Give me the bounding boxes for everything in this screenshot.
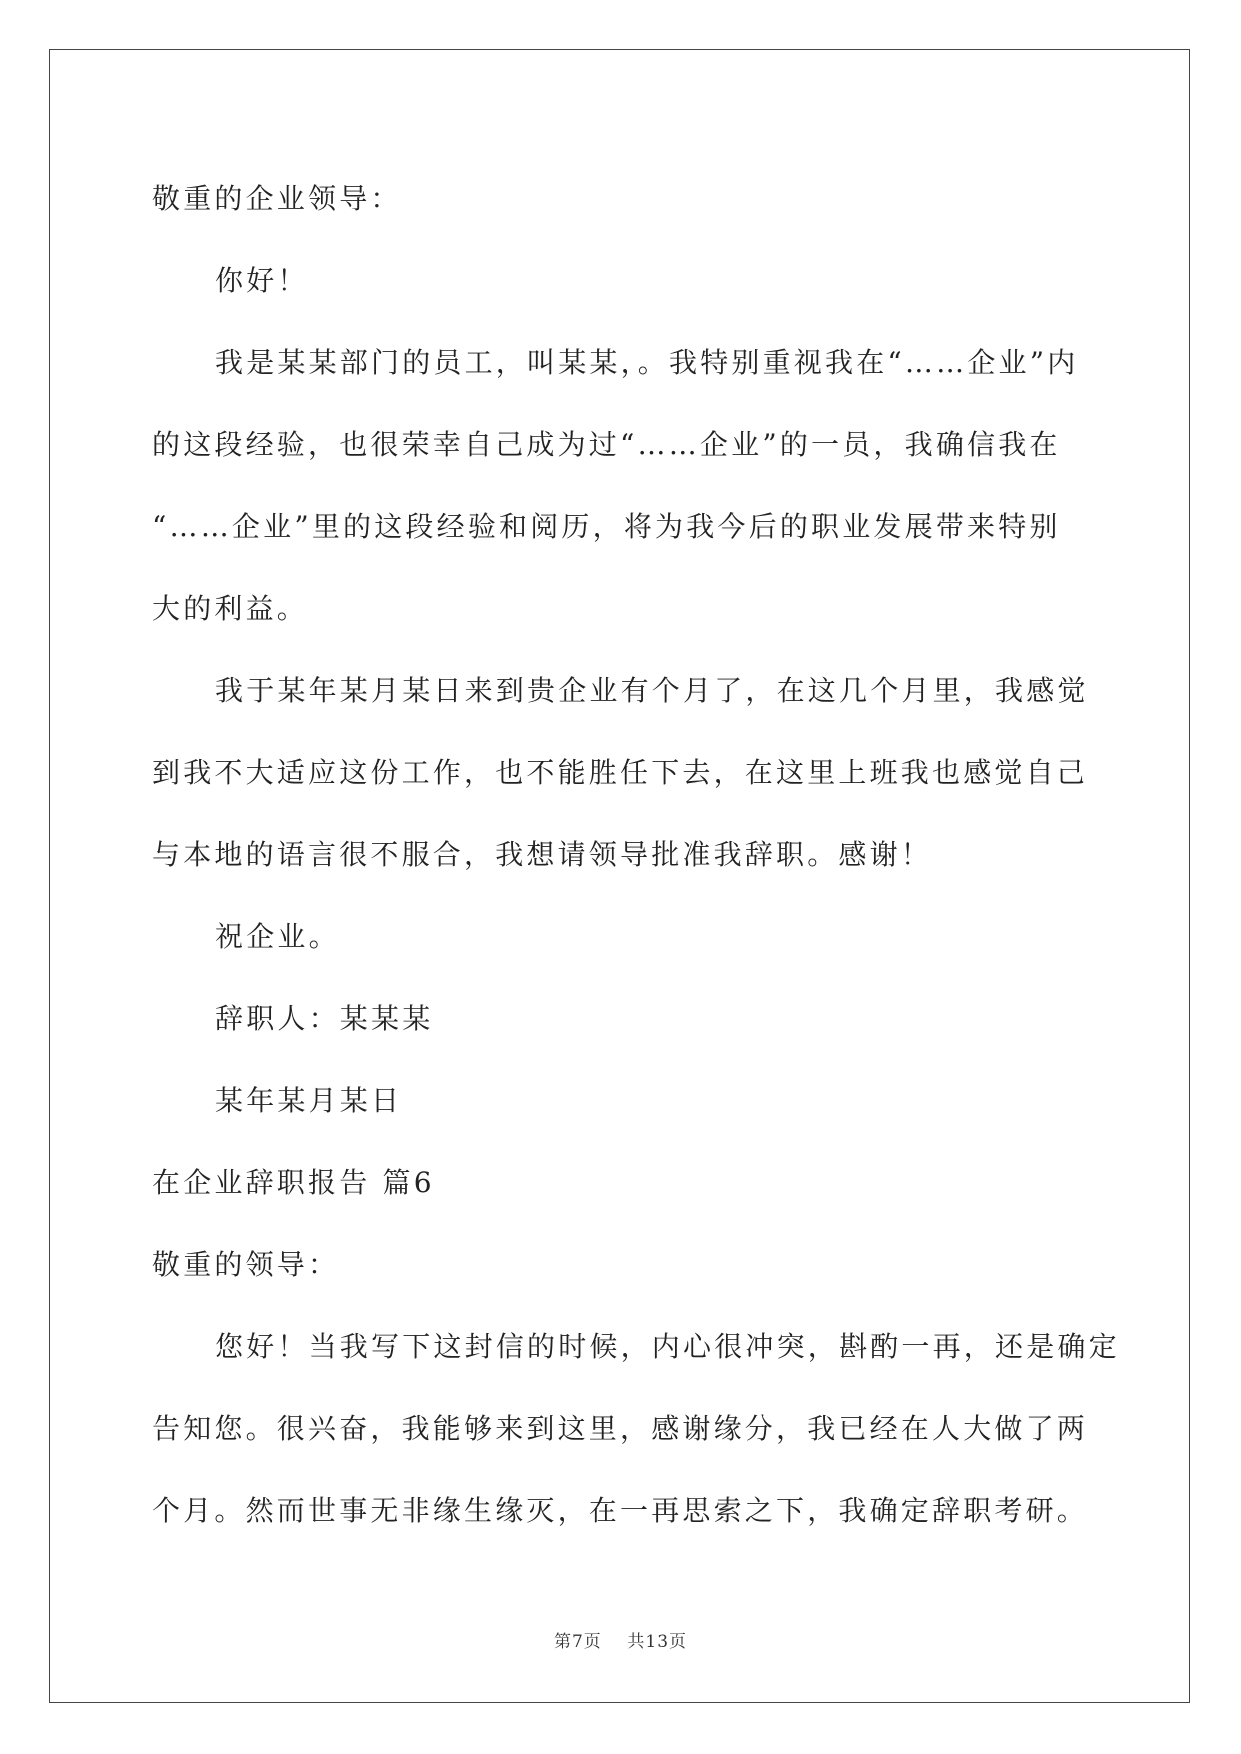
- paragraph-line: “……企业”里的这段经验和阅历，将为我今后的职业发展带来特别: [152, 510, 1061, 543]
- section-heading: 在企业辞职报告 篇6: [152, 1166, 435, 1199]
- greeting: 你好！: [215, 264, 309, 297]
- page-footer: [0, 1627, 1241, 1652]
- salutation: 敬重的企业领导：: [152, 182, 402, 215]
- paragraph-line: 的这段经验，也很荣幸自己成为过“……企业”的一员，我确信我在: [152, 428, 1061, 461]
- document-body: [152, 158, 1120, 1552]
- paragraph-line: 到我不大适应这份工作，也不能胜任下去，在这里上班我也感觉自己: [152, 756, 1089, 789]
- date-line: 某年某月某日: [215, 1084, 403, 1117]
- paragraph-line: 大的利益。: [152, 592, 309, 625]
- paragraph-line: 我是某某部门的员工，叫某某，。我特别重视我在“……企业”内: [215, 346, 1079, 379]
- paragraph-line: 我于某年某月某日来到贵企业有个月了，在这几个月里，我感觉: [215, 674, 1089, 707]
- paragraph-line: 与本地的语言很不服合，我想请领导批准我辞职。感谢！: [152, 838, 933, 871]
- signature: 辞职人：某某某: [215, 1002, 434, 1035]
- page-number: 第7页: [553, 1632, 602, 1652]
- page-total: 共13页: [627, 1632, 688, 1652]
- closing-wish: 祝企业。: [215, 920, 340, 953]
- salutation: 敬重的领导：: [152, 1248, 340, 1281]
- paragraph-line: 个月。然而世事无非缘生缘灭，在一再思索之下，我确定辞职考研。: [152, 1494, 1089, 1527]
- paragraph-line: 您好！当我写下这封信的时候，内心很冲突，斟酌一再，还是确定: [215, 1330, 1120, 1363]
- paragraph-line: 告知您。很兴奋，我能够来到这里，感谢缘分，我已经在人大做了两: [152, 1412, 1089, 1445]
